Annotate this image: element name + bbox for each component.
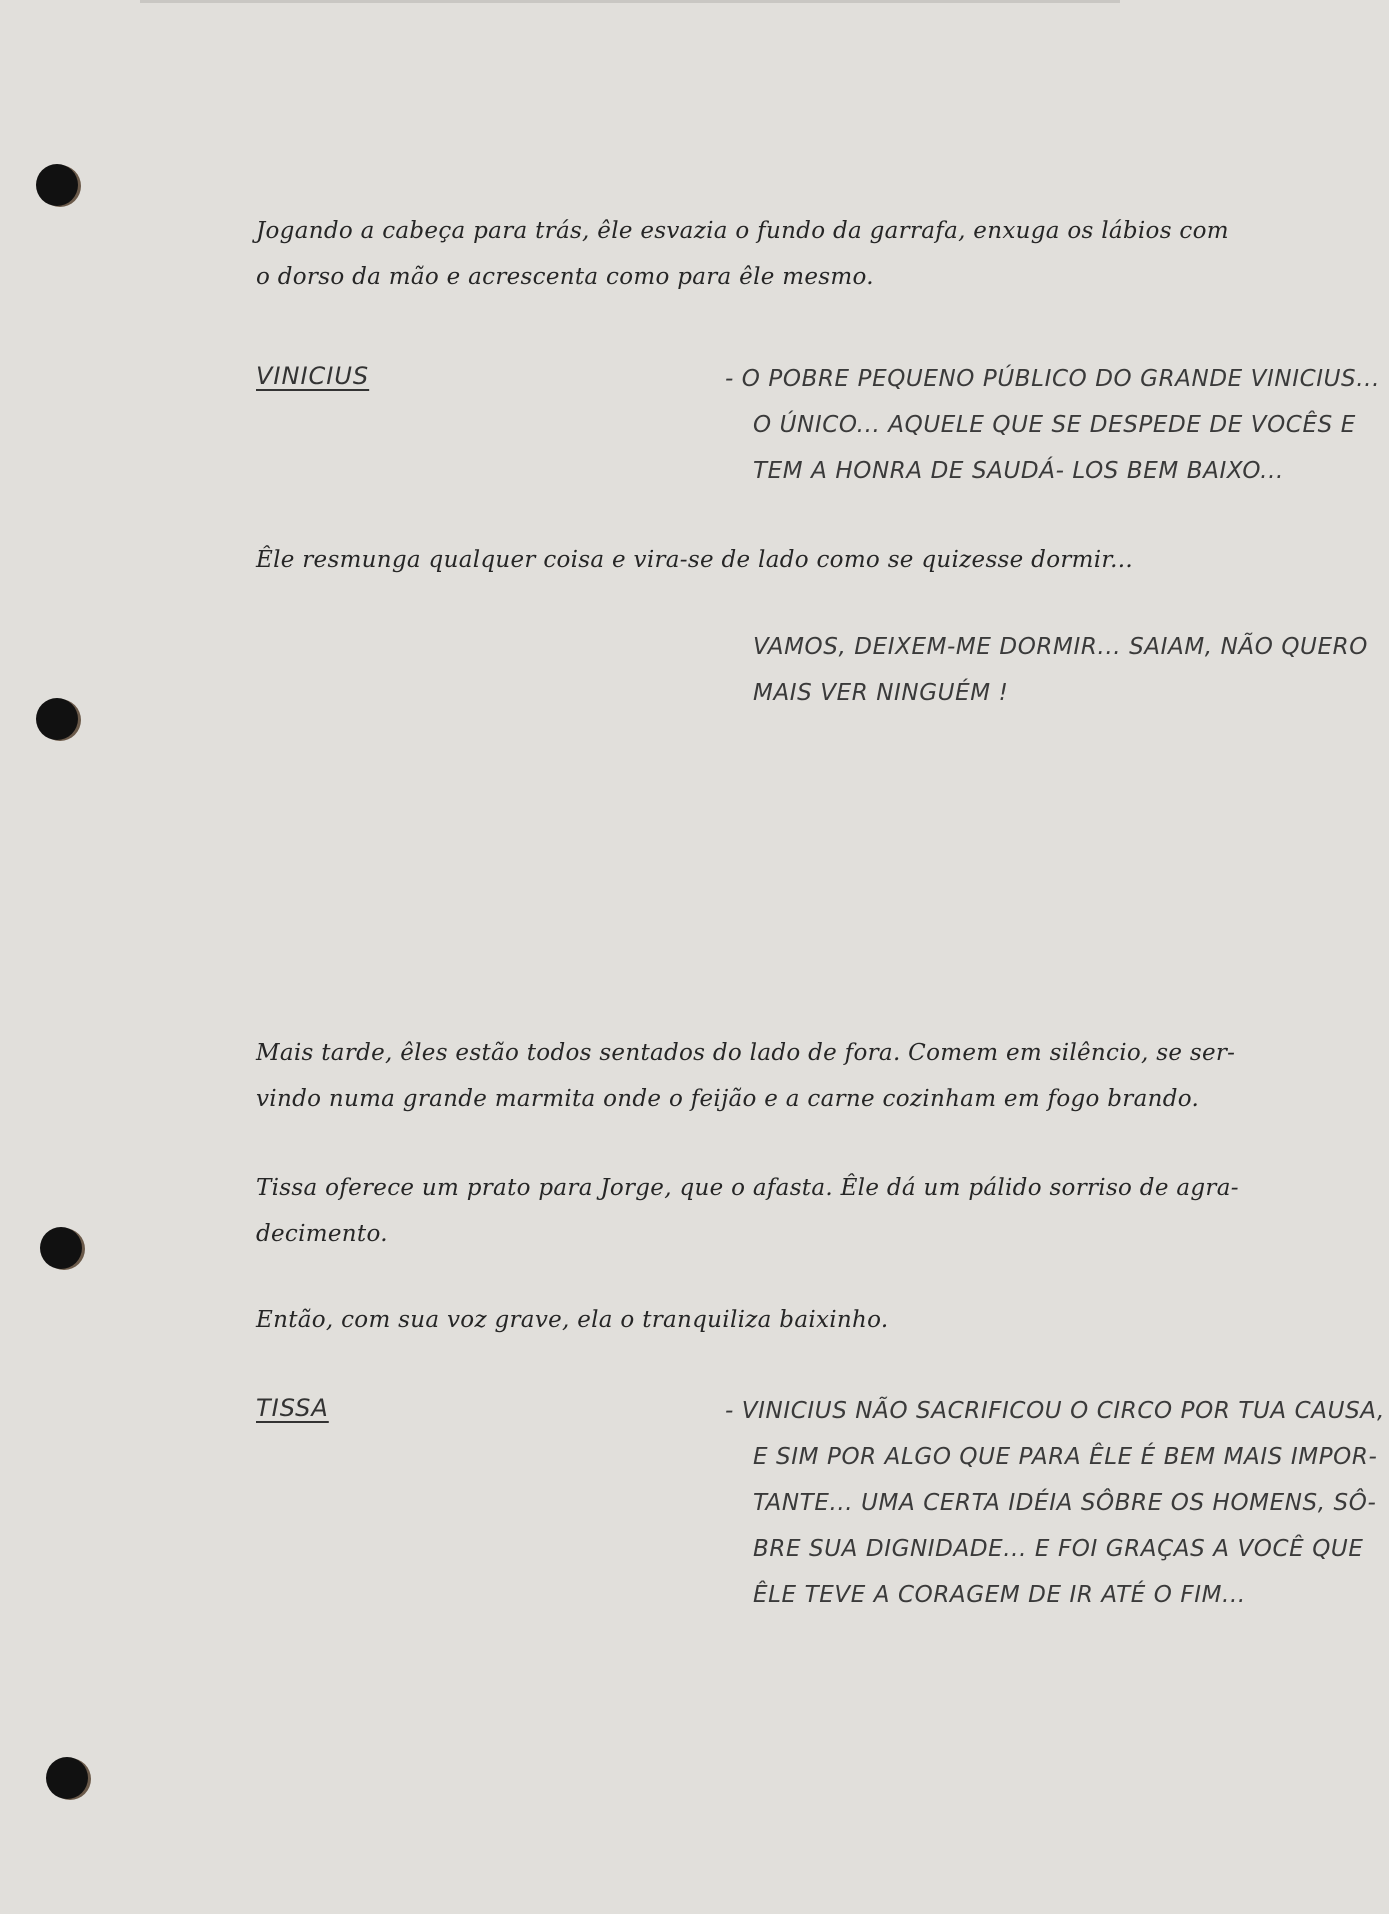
narration-line: decimento.	[256, 1221, 388, 1247]
narration-paragraph	[256, 537, 1356, 583]
narration-line: Tissa oferece um prato para Jorge, que o afasta. Êle dá um pálido sorriso de agra-	[256, 1175, 1239, 1201]
dialogue-speech	[725, 356, 1380, 494]
speech-line: TANTE... UMA CERTA IDÉIA SÔBRE OS HOMENS, SÔ-	[753, 1490, 1377, 1516]
narration-line: Êle resmunga qualquer coisa e vira-se de lado como se quizesse dormir...	[256, 547, 1134, 573]
speech-line: VAMOS, DEIXEM-ME DORMIR... SAIAM, NÃO QUERO	[753, 634, 1368, 660]
speaker-name: TISSA	[256, 1394, 329, 1422]
binder-hole	[40, 1227, 82, 1269]
speech-line: ÊLE TEVE A CORAGEM DE IR ATÉ O FIM...	[753, 1582, 1246, 1608]
binder-hole	[46, 1757, 88, 1799]
narration-line: Mais tarde, êles estão todos sentados do lado de fora. Comem em silêncio, se ser-	[256, 1040, 1236, 1066]
binder-hole	[36, 164, 78, 206]
narration-line: vindo numa grande marmita onde o feijão e a carne cozinham em fogo brando.	[256, 1086, 1200, 1112]
speech-line: MAIS VER NINGUÉM !	[753, 680, 1009, 706]
speech-line: BRE SUA DIGNIDADE... E FOI GRAÇAS A VOCÊ QUE	[753, 1536, 1364, 1562]
narration-paragraph	[256, 208, 1356, 300]
narration-paragraph	[256, 1030, 1356, 1122]
narration-line: Jogando a cabeça para trás, êle esvazia o fundo da garrafa, enxuga os lábios com	[256, 218, 1229, 244]
speaker-name: VINICIUS	[256, 362, 370, 390]
dialogue-speech	[725, 624, 1368, 716]
speech-line: - O POBRE PEQUENO PÚBLICO DO GRANDE VINICIUS...	[725, 366, 1380, 392]
speech-line: TEM A HONRA DE SAUDÁ- LOS BEM BAIXO...	[753, 458, 1284, 484]
narration-line: o dorso da mão e acrescenta como para êle mesmo.	[256, 264, 874, 290]
speech-line: E SIM POR ALGO QUE PARA ÊLE É BEM MAIS IMPOR-	[753, 1444, 1378, 1470]
narration-paragraph	[256, 1297, 1356, 1343]
speech-line: O ÚNICO... AQUELE QUE SE DESPEDE DE VOCÊS E	[753, 412, 1356, 438]
page-top-edge	[140, 0, 1120, 3]
dialogue-speech	[725, 1388, 1385, 1618]
narration-paragraph	[256, 1165, 1356, 1257]
speech-line: - VINICIUS NÃO SACRIFICOU O CIRCO POR TUA CAUSA,	[725, 1398, 1385, 1424]
binder-hole	[36, 698, 78, 740]
narration-line: Então, com sua voz grave, ela o tranquiliza baixinho.	[256, 1307, 889, 1333]
